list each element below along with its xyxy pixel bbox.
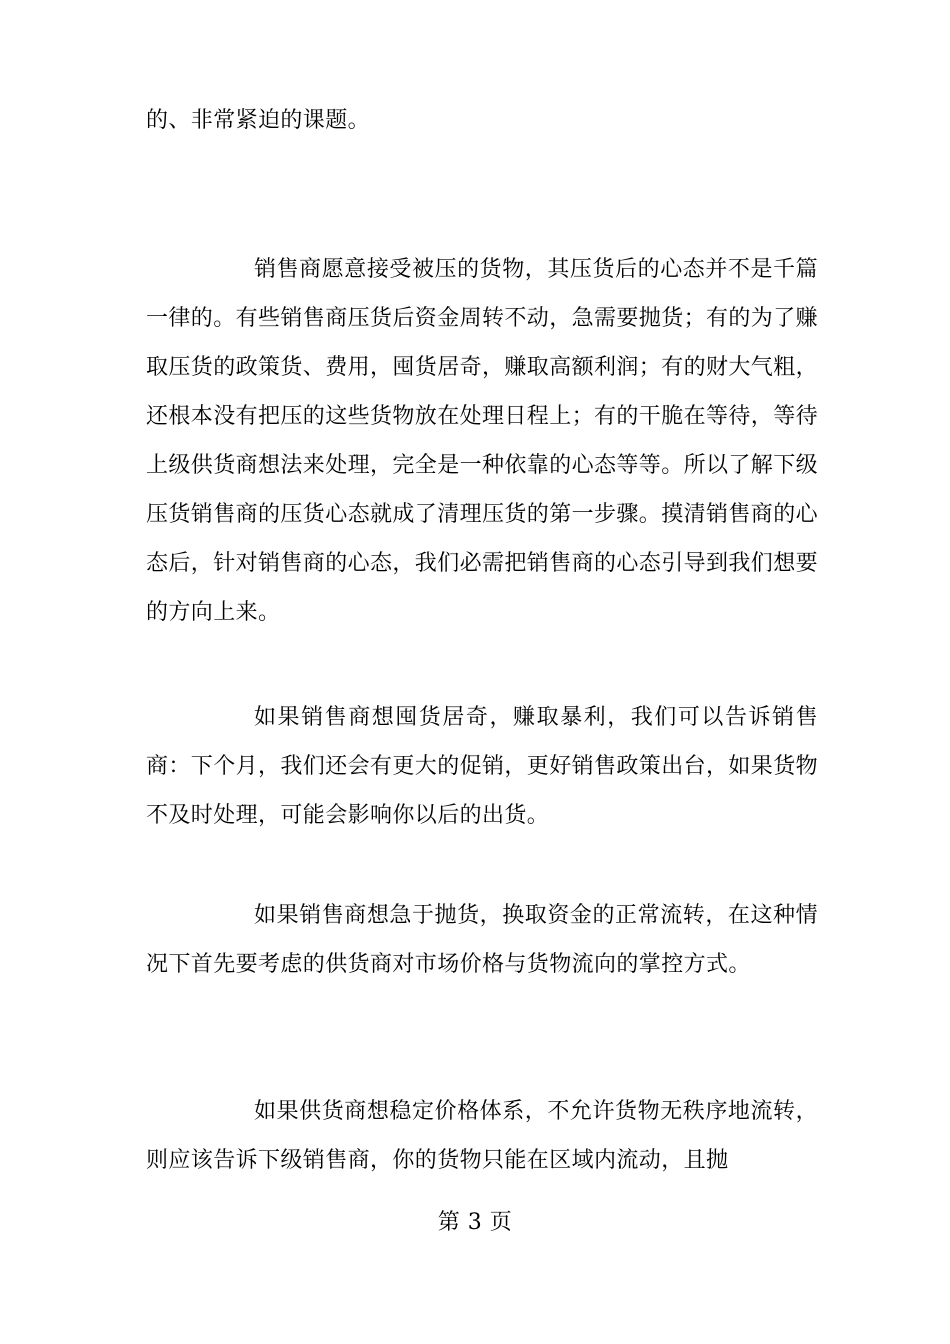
paragraph-continuation: 的、非常紧迫的课题。 [146,108,371,133]
paragraph-dumping-dealer: 如果销售商想急于抛货，换取资金的正常流转，在这种情况下首先要考虑的供货商对市场价格与货物流向的掌控方式。 [146,903,818,977]
page-number-footer [0,1208,950,1238]
page-number: 第 3 页 [437,1210,513,1235]
paragraph-dealer-mindset: 销售商愿意接受被压的货物，其压货后的心态并不是千篇一律的。有些销售商压货后资金周转不动，急需要抛货；有的为了赚取压货的政策货、费用，囤货居奇，赚取高额利润；有的财大气粗，还根本没有把压的这些货物放在处理日程上；有的干脆在等待，等待上级供货商想法来处理，完全是一种依靠的心态等等。所以了解下级压货销售商的压货心态就成了清理压货的第一步骤。摸清销售商的心态后，针对销售商的心态，我们必需把销售商的心态引导到我们想要的方向上来。 [146,257,819,625]
paragraph-price-system: 如果供货商想稳定价格体系，不允许货物无秩序地流转，则应该告诉下级销售商，你的货物只能在区域内流动，且抛 [146,1099,818,1173]
paragraph-hoarding-dealer: 如果销售商想囤货居奇，赚取暴利，我们可以告诉销售商：下个月，我们还会有更大的促销，更好销售政策出台，如果货物不及时处理，可能会影响你以后的出货。 [146,705,819,828]
